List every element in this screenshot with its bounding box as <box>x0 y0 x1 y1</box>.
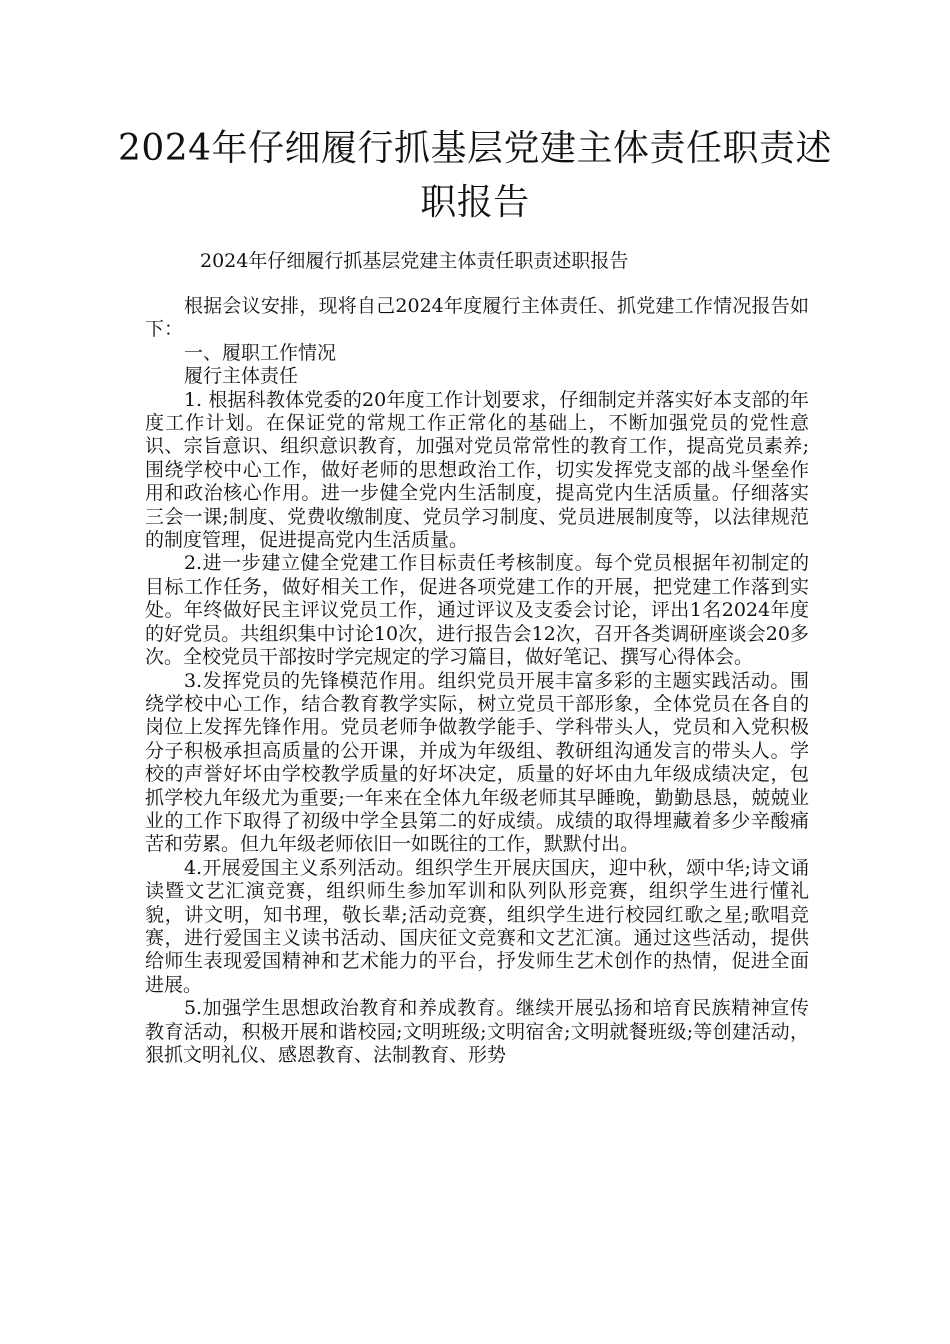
paragraph-item-5: 5.加强学生思想政治教育和养成教育。继续开展弘扬和培育民族精神宣传教育活动，积极开展和谐校园;文明班级;文明宿舍;文明就餐班级;等创建活动，狠抓文明礼仪、感恩教育、法制教育、形势 <box>145 997 809 1066</box>
paragraph-item-4: 4.开展爱国主义系列活动。组织学生开展庆国庆，迎中秋，颂中华;诗文诵读暨文艺汇演竞赛，组织师生参加军训和队列队形竞赛，组织学生进行懂礼貌，讲文明，知书理，敬长辈;活动竞赛，组织学生进行校园红歌之星;歌唱竞赛，进行爱国主义读书活动、国庆征文竞赛和文艺汇演。通过这些活动，提供给师生表现爱国精神和艺术能力的平台，抒发师生艺术创作的热情，促进全面进展。 <box>145 856 809 996</box>
document-subtitle: 2024年仔细履行抓基层党建主体责任职责述职报告 <box>200 250 629 272</box>
subsection-heading: 履行主体责任 <box>183 365 298 388</box>
paragraph-item-2: 2.进一步建立健全党建工作目标责任考核制度。每个党员根据年初制定的目标工作任务，做好相关工作，促进各项党建工作的开展，把党建工作落到实处。年终做好民主评议党员工作，通过评议及支委会讨论，评出1名2024年度的好党员。共组织集中讨论10次，进行报告会12次，召开各类调研座谈会20多次。全校党员干部按时学完规定的学习篇目，做好笔记、撰写心得体会。 <box>145 552 809 669</box>
document-body <box>145 295 809 1067</box>
paragraph-item-1: 1. 根据科教体党委的20年度工作计划要求，仔细制定并落实好本支部的年度工作计划。在保证党的常规工作正常化的基础上，不断加强党员的党性意识、宗旨意识、组织意识教育，加强对党员常常性的教育工作，提高党员素养;围绕学校中心工作，做好老师的思想政治工作，切实发挥党支部的战斗堡垒作用和政治核心作用。进一步健全党内生活制度，提高党内生活质量。仔细落实三会一课;制度、党费收缴制度、党员学习制度、党员进展制度等，以法律规范的制度管理，促进提高党内生活质量。 <box>145 388 809 552</box>
paragraph-item-3: 3.发挥党员的先锋模范作用。组织党员开展丰富多彩的主题实践活动。围绕学校中心工作，结合教育教学实际，树立党员干部形象，全体党员在各自的岗位上发挥先锋作用。党员老师争做教学能手、学科带头人，党员和入党积极分子积极承担高质量的公开课，并成为年级组、教研组沟通发言的带头人。学校的声誉好坏由学校教学质量的好坏决定，质量的好坏由九年级成绩决定，包抓学校九年级尤为重要;一年来在全体九年级老师其早睡晚，勤勤恳恳，兢兢业业的工作下取得了初级中学全县第二的好成绩。成绩的取得埋藏着多少辛酸痛苦和劳累。但九年级老师依旧一如既往的工作，默默付出。 <box>145 669 809 856</box>
document-title: 2024年仔细履行抓基层党建主体责任职责述职报告 <box>117 128 833 223</box>
section-heading: 一、履职工作情况 <box>183 341 336 364</box>
paragraph-intro: 根据会议安排，现将自己2024年度履行主体责任、抓党建工作情况报告如下： <box>145 295 809 341</box>
